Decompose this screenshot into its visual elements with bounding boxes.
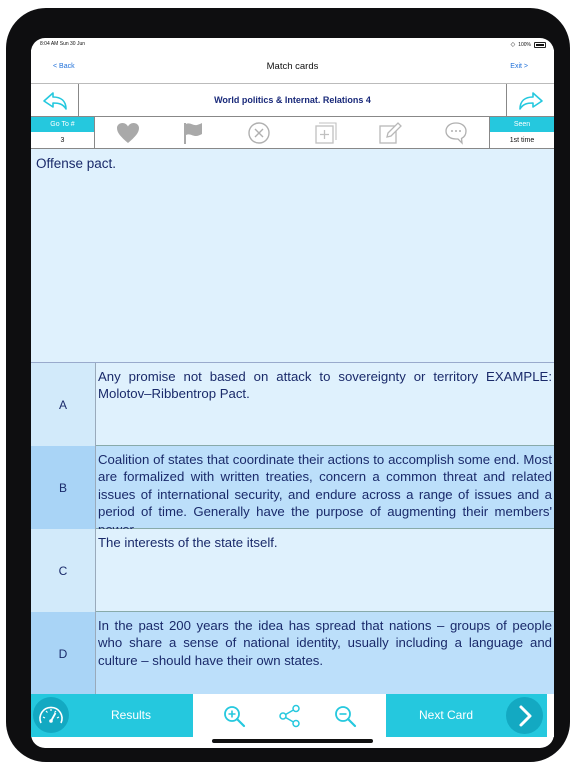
deck-title-row	[31, 84, 554, 117]
previous-card-button[interactable]	[31, 84, 79, 117]
comment-icon[interactable]	[442, 119, 470, 147]
next-card-button[interactable]	[386, 694, 547, 737]
goto-label: Go To #	[31, 117, 94, 132]
chevron-right-icon	[506, 697, 543, 734]
answer-option-b[interactable]	[31, 446, 554, 529]
app-screen	[31, 38, 554, 748]
answer-option-a[interactable]	[31, 363, 554, 446]
answer-letter: C	[31, 529, 96, 612]
answer-letter: A	[31, 363, 96, 446]
home-indicator	[212, 739, 373, 743]
page-title: Match cards	[266, 61, 319, 72]
zoom-in-icon[interactable]	[219, 701, 249, 731]
next-card-arrow-button[interactable]	[506, 84, 554, 117]
tablet-frame	[6, 8, 570, 762]
results-button[interactable]	[31, 694, 193, 737]
undo-arrow-icon	[41, 90, 69, 112]
goto-value: 3	[60, 137, 65, 144]
status-indicators	[511, 41, 546, 48]
status-bar	[31, 38, 554, 50]
navigation-bar	[31, 50, 554, 84]
deck-title: World politics & Internat. Relations 4	[214, 95, 371, 105]
results-label: Results	[110, 708, 151, 722]
edit-icon[interactable]	[376, 119, 404, 147]
exit-button[interactable]: Exit >	[510, 63, 528, 70]
answer-letter: B	[31, 446, 96, 529]
add-square-icon[interactable]	[311, 119, 339, 147]
gauge-icon	[33, 697, 69, 733]
question-text: Offense pact.	[36, 156, 117, 171]
toolbar-icons	[95, 117, 489, 149]
heart-icon[interactable]	[114, 119, 142, 147]
answer-text: Coalition of states that coordinate their actions to accomplish some end. Most are formalized with written treaties, concern a common threat and related issues of international security, and endure across a range of issues and a period of time. Generally have the purpose of augmenting their members'	[98, 452, 552, 520]
battery-icon	[534, 42, 546, 48]
share-icon[interactable]	[275, 701, 305, 731]
wifi-icon: ◇	[510, 42, 516, 48]
battery-percent: 100%	[518, 41, 531, 48]
next-card-label: Next Card	[418, 708, 474, 722]
card-toolbar	[31, 117, 554, 149]
answer-option-c[interactable]	[31, 529, 554, 612]
status-time: 8:04 AM Sun 30 Jun	[40, 41, 86, 47]
seen-value: 1st time	[509, 137, 535, 144]
close-circle-icon[interactable]	[245, 119, 273, 147]
flag-icon[interactable]	[179, 119, 207, 147]
zoom-out-icon[interactable]	[330, 701, 360, 731]
answer-text: Any promise not based on attack to sovereignty or territory EXAMPLE: Molotov–Ribbentrop Pact.	[98, 369, 552, 402]
answer-letter: D	[31, 612, 96, 695]
back-button[interactable]: < Back	[53, 63, 75, 70]
answer-option-d[interactable]	[31, 612, 554, 695]
question-panel	[31, 149, 554, 363]
answer-text: The interests of the state itself.	[98, 535, 278, 550]
answer-text: In the past 200 years the idea has spread that nations – groups of people who share a sense of national identity, usually including a language and culture – should have their own states.	[98, 618, 552, 668]
goto-card-control[interactable]	[31, 117, 95, 149]
seen-label: Seen	[490, 117, 554, 132]
redo-arrow-icon	[517, 90, 545, 112]
bottom-bar	[31, 694, 554, 737]
seen-indicator	[489, 117, 554, 149]
bottom-tools	[193, 694, 386, 737]
